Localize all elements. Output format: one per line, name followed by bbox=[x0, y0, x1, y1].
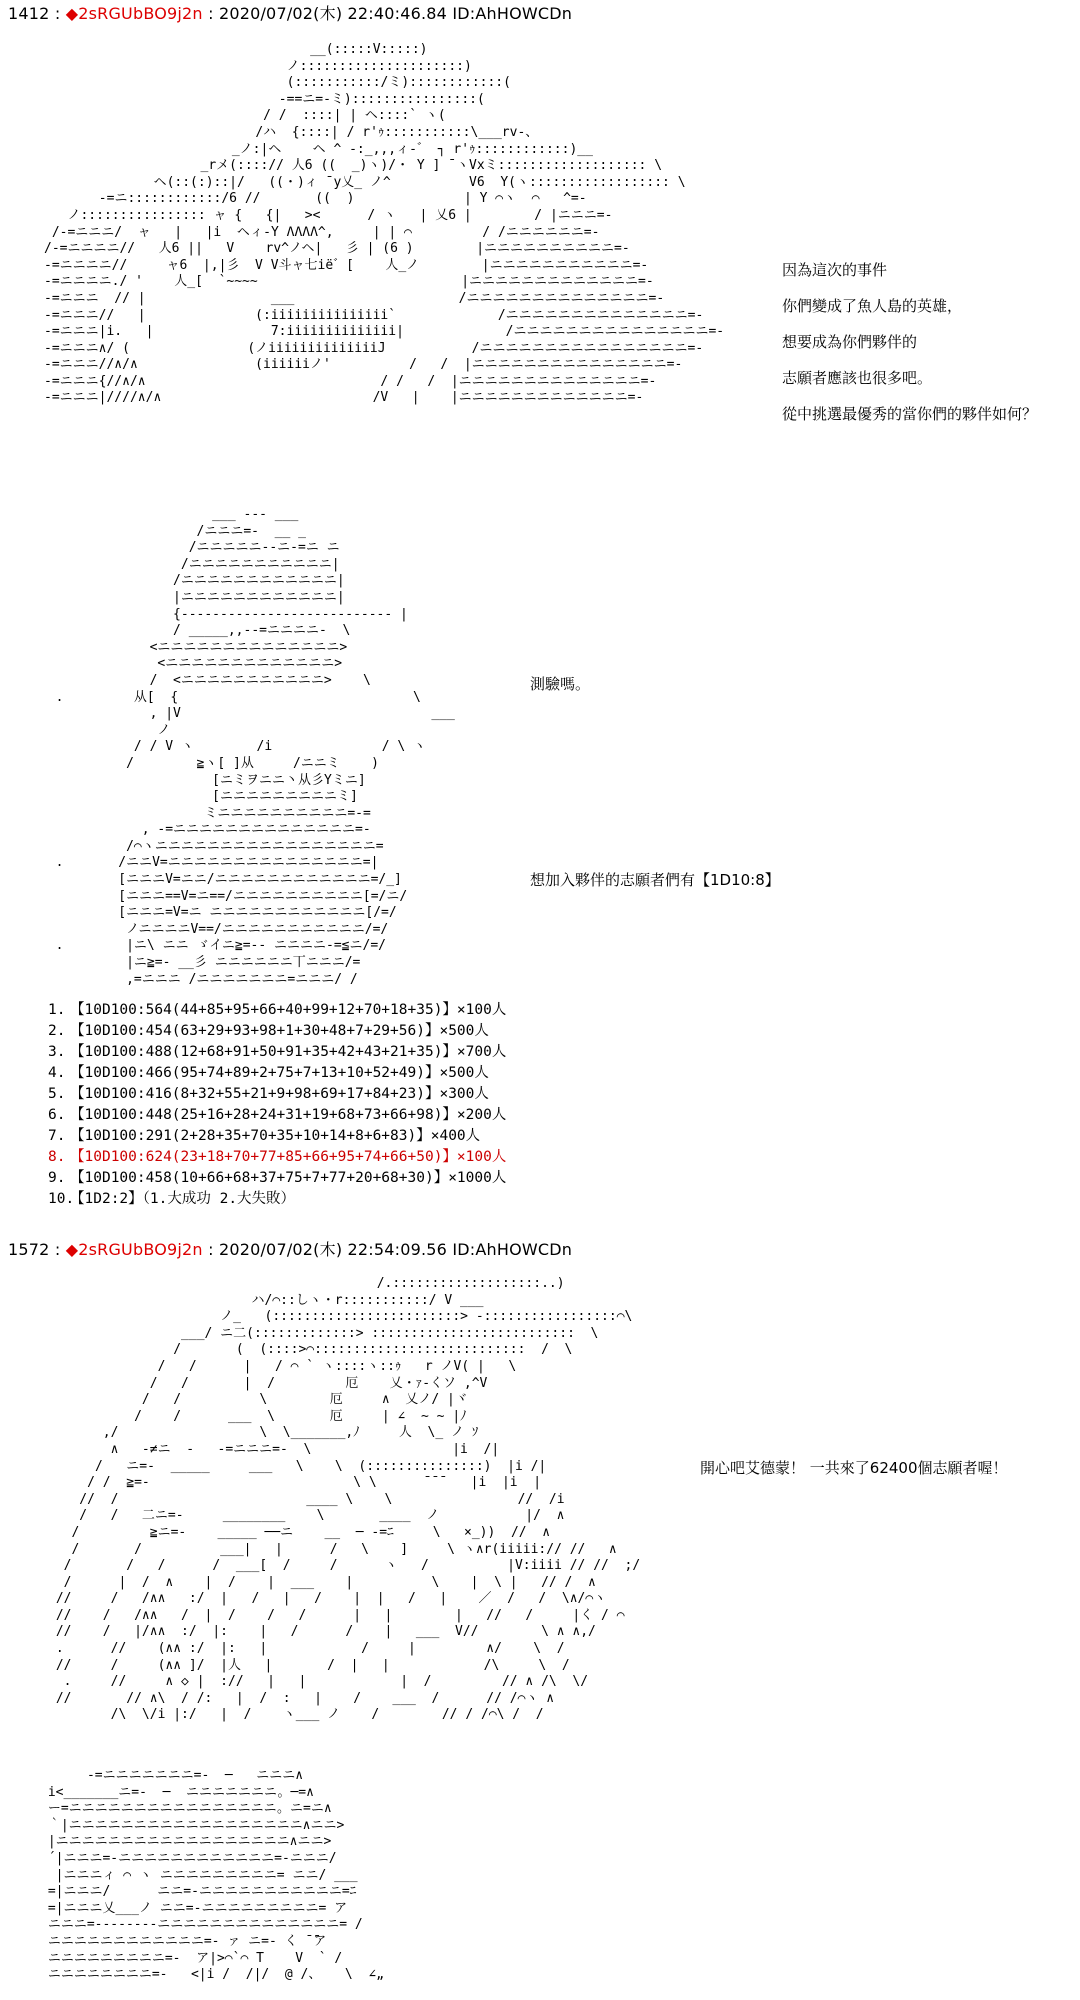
caption-line: 你們變成了魚人島的英雄， bbox=[782, 297, 963, 315]
post-header bbox=[8, 1240, 572, 1260]
list-item-highlighted: 8. 【10D100:624(23+18+70+77+85+66+95+74+66+50)】×100人 bbox=[48, 1149, 507, 1165]
list-item: 10.【1D2:2】（1.大成功 2.大失敗） bbox=[48, 1191, 296, 1207]
list-item: 4. 【10D100:466(95+74+89+2+75+7+13+10+52+49)】×500人 bbox=[48, 1065, 489, 1081]
list-item: 3. 【10D100:488(12+68+91+50+91+35+42+43+21+35)】×700人 bbox=[48, 1044, 507, 1060]
separator: : bbox=[54, 1240, 61, 1259]
post-datetime-id: 2020/07/02(木) 22:54:09.56 ID:AhHOWCDn bbox=[218, 1240, 573, 1259]
list-item: 9. 【10D100:458(10+66+68+37+75+7+77+20+68+30)】×1000人 bbox=[48, 1170, 507, 1186]
separator: : bbox=[208, 1240, 214, 1259]
post-datetime-id: 2020/07/02(木) 22:40:46.84 ID:AhHOWCDn bbox=[218, 4, 573, 23]
ascii-art-edmond: /.:::::::::::::::::::..) ハ/⌒::しヽ・r:::::::::::/ V ___ ノ_ (::::::::::::::::::::::::> -:::::::::::::::::⌒\ ___/ ニ二(:::::::::::::> :::::::::::::::::::::::::: \ / ( (::::>⌒::::::::::::::::::::::::::: / \ / / | / ⌒ ` ヽ::::ヽ::ｩ r ノV( | \ / / | / 厄 乂・ｧ-くソ ,^V / / \ 厄 ∧ 乂ノ/ |ヾ / / ___ \ 厄 | ∠ ~ ~ |ﾉ ,/ \ \_______,ﾉ 人 \_ ノ ｿ ∧ -≠ニ - -=ニニニ=- \ |i /| / ニ=- _____ ___ \ \ (:::::::::::::::) |i /| / / ≧=- \ \ ̄ ̄ ̄ |i |i | // / ____ \ \ // /i / / 二ニ=- ________ \ ____ ノ |/ ∧ / ≧ニ=- _____ ──ニ __ ─ -=ﾆ \ ×_)) // ∧ / / ___| | / \ ] \ ヽ∧r(iiiii:// // ∧ / / / / ___[ / / ヽ / |V:iiii // // ;/ / | / ∧ | / | ___ | \ | \ | // / ∧ // / /∧∧ :/ | / | / | | / | ／ / / \∧/⌒ヽ // / /∧∧ / | / / / | | | // / |く / ⌒ // / |/∧∧ :/ |: | / / | ___ V// \ ∧ ∧,/ . // (∧∧ :/ |: | / | ∧/ \ / // / (∧∧ ]/ |人 | / | | /\ \ / . // ∧ ◇ | :// | | | / // ∧ /\ \/ // // ∧\ / /: | / : | / ___ / // /⌒ヽ ∧ /\ \/i |:/ | / ヽ___ ノ / // / /⌒\ / / bbox=[55, 1276, 641, 1723]
poster-tripcode[interactable]: ◆2sRGUbBO9j2n bbox=[65, 1240, 203, 1259]
caption-line: 因為這次的事件 bbox=[782, 261, 888, 279]
dice-roll-list bbox=[48, 1000, 506, 1210]
ascii-art-hat-figure: ___ --- ___ /ニニニ=- __ _ /ニニニニニ--ニ-=ニ ニ /ニニニニニニニニニニニ| /ニニニニニニニニニニニニ| |ニニニニニニニニニニニニ| {--------------------------- | / _____,,--=ニニニニ- \ <ニニニニニニニニニニニニニニ> <ニニニニニニニニニニニニニ> / <ニニニニニニニニニニニ> \ . 从[ { \ , |V ___ ノ / / V ヽ /i / \ ヽ / ≧ヽ[ ]从 /ニニミ ) [ニミヲニニ丶从彡Yミニ] [ニニニニニニニニニミ] ミニニニニニニニニニニ=-= , -=ニニニニニニニニニニニニニニ=- /⌒ヽニニニニニニニニニニニニニニニニニ= . /ニニV=ニニニニニニニニニニニニニニニ=| [ニニニV=ニニ/ニニニニニニニニニニニニ=/_] [ニニニ==V=ニ==/ニニニニニニニニニニ[=/ニ/ [ニニニ=V=ニ ニニニニニニニニニニニニ[/=/ ノニニニニV==/ニニニニニニニニニニニ/=/ . |ニ\ ニニ ゞイニ≧=-- ニニニニ-=≦ニ/=/ |ニ≧=- __彡 ニニニニニニ丅ニニニ/= ,=ニニニ /ニニニニニニニ=ニニニ/ / bbox=[55, 507, 455, 987]
list-item: 5. 【10D100:416(8+32+55+21+9+98+69+17+84+23)】×300人 bbox=[48, 1086, 489, 1102]
post-number: 1572 bbox=[8, 1240, 50, 1259]
ascii-art-fishman: __(:::::V:::::) ノ:::::::::::::::::::::) (:::::::::::/ミ)::::::::::::( -==ニ=-ミ)::::::::::::::::( / / ::::| | ヘ::::` ヽ( /ハ {::::| / r'ｩ:::::::::::\___rv-、 _ノ:|ヘ ヘ ^ -:_,,,ィ-゛ ┐ r'ｩ::::::::::::)__ _rメ(::::// 人6 (( _)ヽ)/・ Y ] ̄ ヽVxミ::::::::::::::::::: \ ヘ(::(:)::|/ ((・)ィ ̄ y乂_ ノ^ V6 Y(ヽ:::::::::::::::::: \ -=ニ::::::::::::/6 // (( ) | Y ⌒ヽ ⌒ ^=- ノ:::::::::::::::: ャ { {| >< / ヽ | 乂6 | / |ニニニ=- /-=ニニニ/ ャ | |i ヘィ-Y ΛΛΛΛ^, | | ⌒ / /ニニニニニニ=- /-=ニニニニ// 人6 || V rv^ノヘ| 彡 | (6 ) |ニニニニニニニニニニ=- -=ニニニニ// ャ6 |,|彡 V V斗ャ七iё゛[ 人_ノ |ニニニニニニニニニニニ=- -=ニニニニ./ ' 人_[ `~~~~ |ニニニニニニニニニニニニニ=- -=ニニニ // | ___ /ニニニニニニニニニニニニニニ=- -=ニニニ// | (:iiiiiiiiiiiiiii` /ニニニニニニニニニニニニニニ=- -=ニニニ|i. | 7:iiiiiiiiiiiiii| /ニニニニニニニニニニニニニニニ=- -=ニニニ∧/ ( (ノiiiiiiiiiiiiiiJ /ニニニニニニニニニニニニニニニニ=- -=ニニニ//∧/∧ (iiiiiiノ' / / |ニニニニニニニニニニニニニニニ=- -=ニニニ{//∧/∧ / / / |ニニニニニニニニニニニニニニ=- -=ニニニ|////∧/∧ /V | |ニニニニニニニニニニニニニ=- bbox=[44, 42, 725, 406]
list-item: 6. 【10D100:448(25+16+28+24+31+19+68+73+66+98)】×200人 bbox=[48, 1107, 507, 1123]
separator: : bbox=[54, 4, 61, 23]
caption-celebrate: 開心吧艾德蒙！ 一共來了62400個志願者喔！ bbox=[700, 1459, 1008, 1477]
separator: : bbox=[208, 4, 214, 23]
caption-block bbox=[782, 252, 1037, 432]
caption-test: 測驗嗎。 bbox=[530, 675, 591, 693]
caption-line: 從中挑選最優秀的當你們的夥伴如何？ bbox=[782, 405, 1038, 423]
list-item: 2. 【10D100:454(63+29+93+98+1+30+48+7+29+56)】×500人 bbox=[48, 1023, 489, 1039]
poster-tripcode[interactable]: ◆2sRGUbBO9j2n bbox=[65, 4, 203, 23]
caption-volunteers: 想加入夥伴的志願者們有【1D10:8】 bbox=[530, 871, 780, 889]
caption-line: 志願者應該也很多吧。 bbox=[782, 369, 933, 387]
post-header bbox=[8, 4, 572, 24]
post-number: 1412 bbox=[8, 4, 50, 23]
ascii-art-structure: -=ニニニニニニニ=- ─ ニニニ∧ i<_______ニ=- ─ ニニニニニニニ。─=∧ ー=ニニニニニニニニニニニニニニニニ。ニ=ニ∧ ｀|ニニニニニニニニニニニニニニニニニニ∧ニニ> |ニニニニニニニニニニニニニニニニニニ∧ニニ> ´|ニニニ=-ニニニニニニニニニニニニ=-ニニニ/ |ニニニィ ⌒ ヽ ニニニニニニニニニ= ニニ/ ___ =|ニニニ/ ニニ=-ニニニニニニニニニニニ=ﾆ =|ニニニ乂___ノ ニニ=-ニニニニニニニニニ= ア ニニニ=--------ニニニニニニニニニニニニニニ= / ニニニニニニニニニニニニ=- ァ ニ=- く ̄ ̄ア ニニニニニニニニニ=- ア|>⌒`⌒ T V ` / ニニニニニニニニ=- <|i / /|/ @ /、 \ ∠„ bbox=[47, 1768, 384, 1983]
list-item: 7. 【10D100:291(2+28+35+70+35+10+14+8+6+83)】×400人 bbox=[48, 1128, 481, 1144]
caption-line: 想要成為你們夥伴的 bbox=[782, 333, 918, 351]
list-item: 1. 【10D100:564(44+85+95+66+40+99+12+70+18+35)】×100人 bbox=[48, 1002, 507, 1018]
